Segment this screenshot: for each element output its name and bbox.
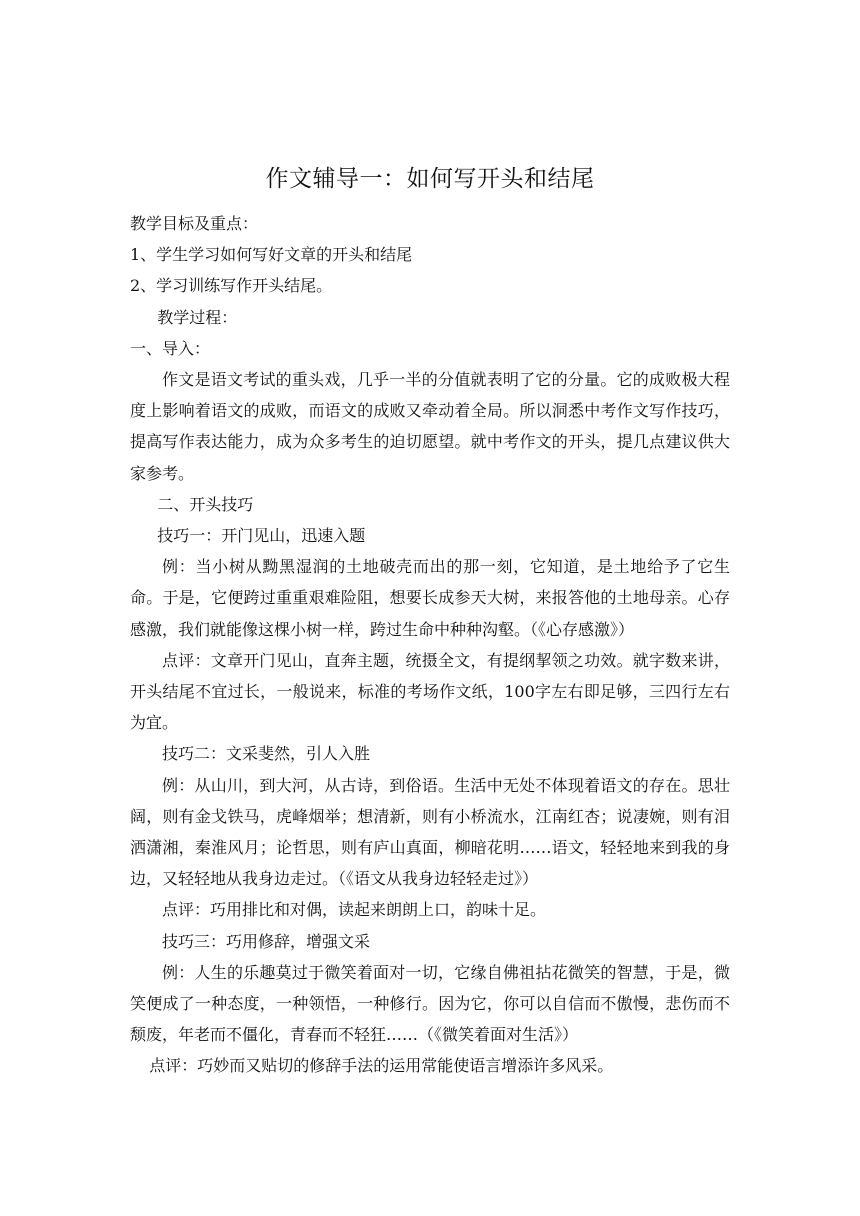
document-title: 作文辅导一：如何写开头和结尾 [265,166,595,192]
example-paragraph: 例：从山川，到大河，从古诗，到俗语。生活中无处不体现着语文的存在。思壮阔，则有金戈铁马，虎峰烟举；想清新，则有小桥流水，江南红杏；说凄婉，则有泪洒潇湘，秦淮风月；论哲思，则有庐山真面，柳暗花明……语文，轻轻地来到我的身边，又轻轻地从我身边走过。（《语文从我身边轻轻走过》） [130,775,730,889]
document-body [130,208,730,1082]
process-heading: 教学过程： [157,307,238,327]
section-heading: 二、开头技巧 [157,494,254,514]
goals-heading: 教学目标及重点： [130,214,259,233]
intro-paragraph: 作文是语文考试的重头戏，几乎一半的分值就表明了它的分量。它的成败极大程度上影响着语文的成败，而语文的成败又牵动着全局。所以洞悉中考作文写作技巧，提高写作表达能力，成为众多考生的迫切愿望。就中考作文的开头，提几点建议供大家参考。 [130,370,730,483]
goal-item: 2、学习训练写作开头结尾。 [130,276,333,296]
comment-paragraph: 点评：文章开门见山，直奔主题，统摄全文，有提纲挈领之功效。就字数来讲，开头结尾不宜过长，一般说来，标准的考场作文纸，100字左右即足够，三四行左右为宜。 [130,650,730,733]
comment-paragraph: 点评：巧用排比和对偶，读起来朗朗上口，韵味十足。 [162,900,547,920]
comment-paragraph: 点评：巧妙而又贴切的修辞手法的运用常能使语言增添许多风采。 [149,1056,614,1076]
example-paragraph: 例：当小树从黝黑湿润的土地破壳而出的那一刻，它知道，是土地给予了它生命。于是，它便跨过重重艰难险阻，想要长成参天大树，来报答他的土地母亲。心存感激，我们就能像这棵小树一样，跨过生命中种种沟壑。（《心存感激》） [130,557,730,639]
example-paragraph: 例：人生的乐趣莫过于微笑着面对一切，它缘自佛祖拈花微笑的智慧，于是，微笑便成了一种态度，一种领悟，一种修行。因为它，你可以自信而不傲慢，悲伤而不颓废，年老而不僵化，青春而不轻狂……（《微笑着面对生活》） [130,962,730,1045]
section-heading: 一、导入： [130,338,211,358]
tip-heading: 技巧二：文采斐然，引人入胜 [162,744,371,764]
tip-heading: 技巧一：开门见山，迅速入题 [157,526,366,546]
tip-heading: 技巧三：巧用修辞，增强文采 [162,931,371,951]
goal-item: 1、学生学习如何写好文章的开头和结尾 [130,245,413,265]
